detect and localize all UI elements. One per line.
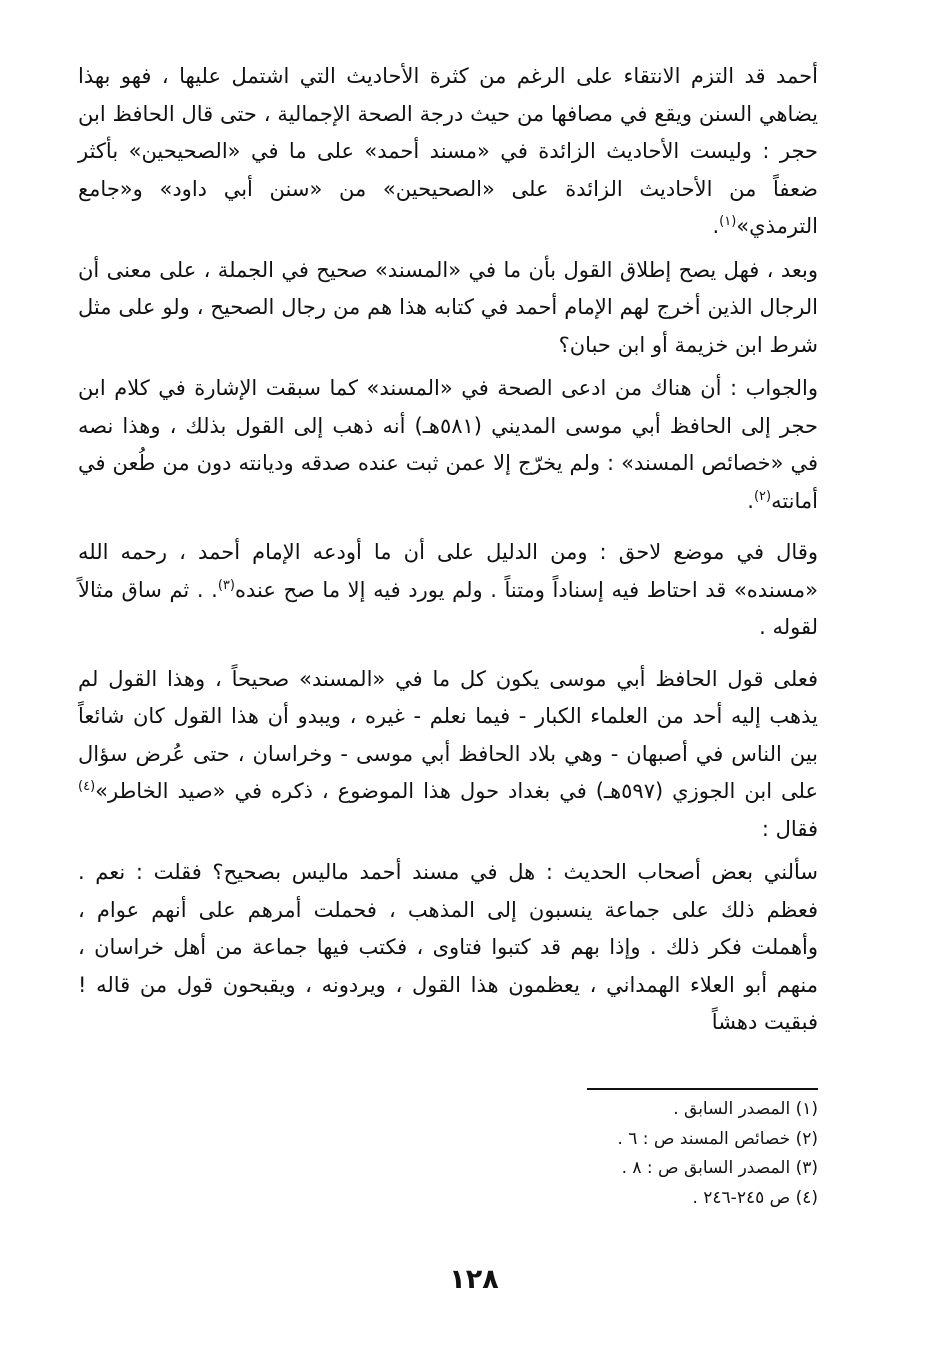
page-number: ١٢٨ xyxy=(449,1264,499,1295)
paragraph-4: وقال في موضع لاحق : ومن الدليل على أن ما أودعه الإمام أحمد ، رحمه الله «مسنده» قد احتاط فيه إسناداً ومتناً . ولم يورد فيه إلا ما صح عنده$^{(٣)}$. . ثم ساق مثالاً لقوله . xyxy=(78,540,818,639)
paragraph-3: والجواب : أن هناك من ادعى الصحة في «المسند» كما سبقت الإشارة في كلام ابن حجر إلى الحافظ أبي موسى المديني (٥٨١هـ) أنه ذهب إلى القول بذلك ، وهذا نصه في «خصائص المسند» : ولم يخرّج إلا عمن ثبت عنده صدقه وديانته دون من طُعن في أمانته$^{(٢)}$. xyxy=(78,376,818,513)
footnote-4: (٤) ص ٢٤٥-٢٤٦ . xyxy=(692,1187,818,1208)
footnote-ref-4[interactable]: (٤) xyxy=(78,779,96,794)
main-text xyxy=(78,58,818,1042)
footnote-3: (٣) المصدر السابق ص : ٨ . xyxy=(621,1158,818,1178)
footnotes xyxy=(500,1095,818,1213)
footnote-ref-1[interactable]: (١) xyxy=(719,214,737,229)
footnote-ref-3[interactable]: (٣) xyxy=(217,577,235,593)
paragraph-5: فعلى قول الحافظ أبي موسى يكون كل ما في «المسند» صحيحاً ، وهذا القول لم يذهب إليه أحد من العلماء الكبار - فيما نعلم - غيره ، ويبدو أن هذا القول كان شائعاً بين الناس في أصبهان - وهي بلاد الحافظ أبي موسى - وخراسان ، حتى عُرض سؤال على ابن الجوزي (٥٩٧هـ) في بغداد حول هذا الموضوع ، ذكره في «صيد الخاطر»$^{(٤)}$ فقال : xyxy=(78,666,818,841)
footnote-ref-2[interactable]: (٢) xyxy=(753,488,772,504)
footnote-divider xyxy=(587,1088,818,1090)
footnote-2: (٢) خصائص المسند ص : ٦ . xyxy=(617,1128,818,1149)
paragraph-6: سألني بعض أصحاب الحديث : هل في مسند أحمد ماليس بصحيح؟ فقلت : نعم . فعظم ذلك على جماعة ينسبون إلى المذهب ، فحملت أمرهم على أنهم عوام ، وأهملت فكر ذلك . وإذا بهم قد كتبوا فتاوى ، فكتب فيها جماعة من أهل خراسان ، منهم أبو العلاء الهمداني ، يعظمون هذا القول ، ويردونه ، ويقبحون قول من قاله ! فبقيت دهشاً xyxy=(78,860,818,1034)
footnote-1: (١) المصدر السابق . xyxy=(673,1099,818,1119)
paragraph-1: أحمد قد التزم الانتقاء على الرغم من كثرة الأحاديث التي اشتمل عليها ، فهو بهذا يضاهي السنن ويقع في مصافها من حيث درجة الصحة الإجمالية ، حتى قال الحافظ ابن حجر : وليست الأحاديث الزائدة في «مسند أحمد» على ما في «الصحيحين» بأكثر ضعفاً من الأحاديث الزائدة على «الصحيحين» من «سنن أبي داود» و«جامع الترمذي»$^{(١)}$. xyxy=(78,64,818,238)
paragraph-2: وبعد ، فهل يصح إطلاق القول بأن ما في «المسند» صحيح في الجملة ، على معنى أن الرجال الذين أخرج لهم الإمام أحمد في كتابه هذا هم من رجال الصحيح ، ولو على مثل شرط ابن خزيمة أو ابن حبان؟ xyxy=(78,257,818,357)
